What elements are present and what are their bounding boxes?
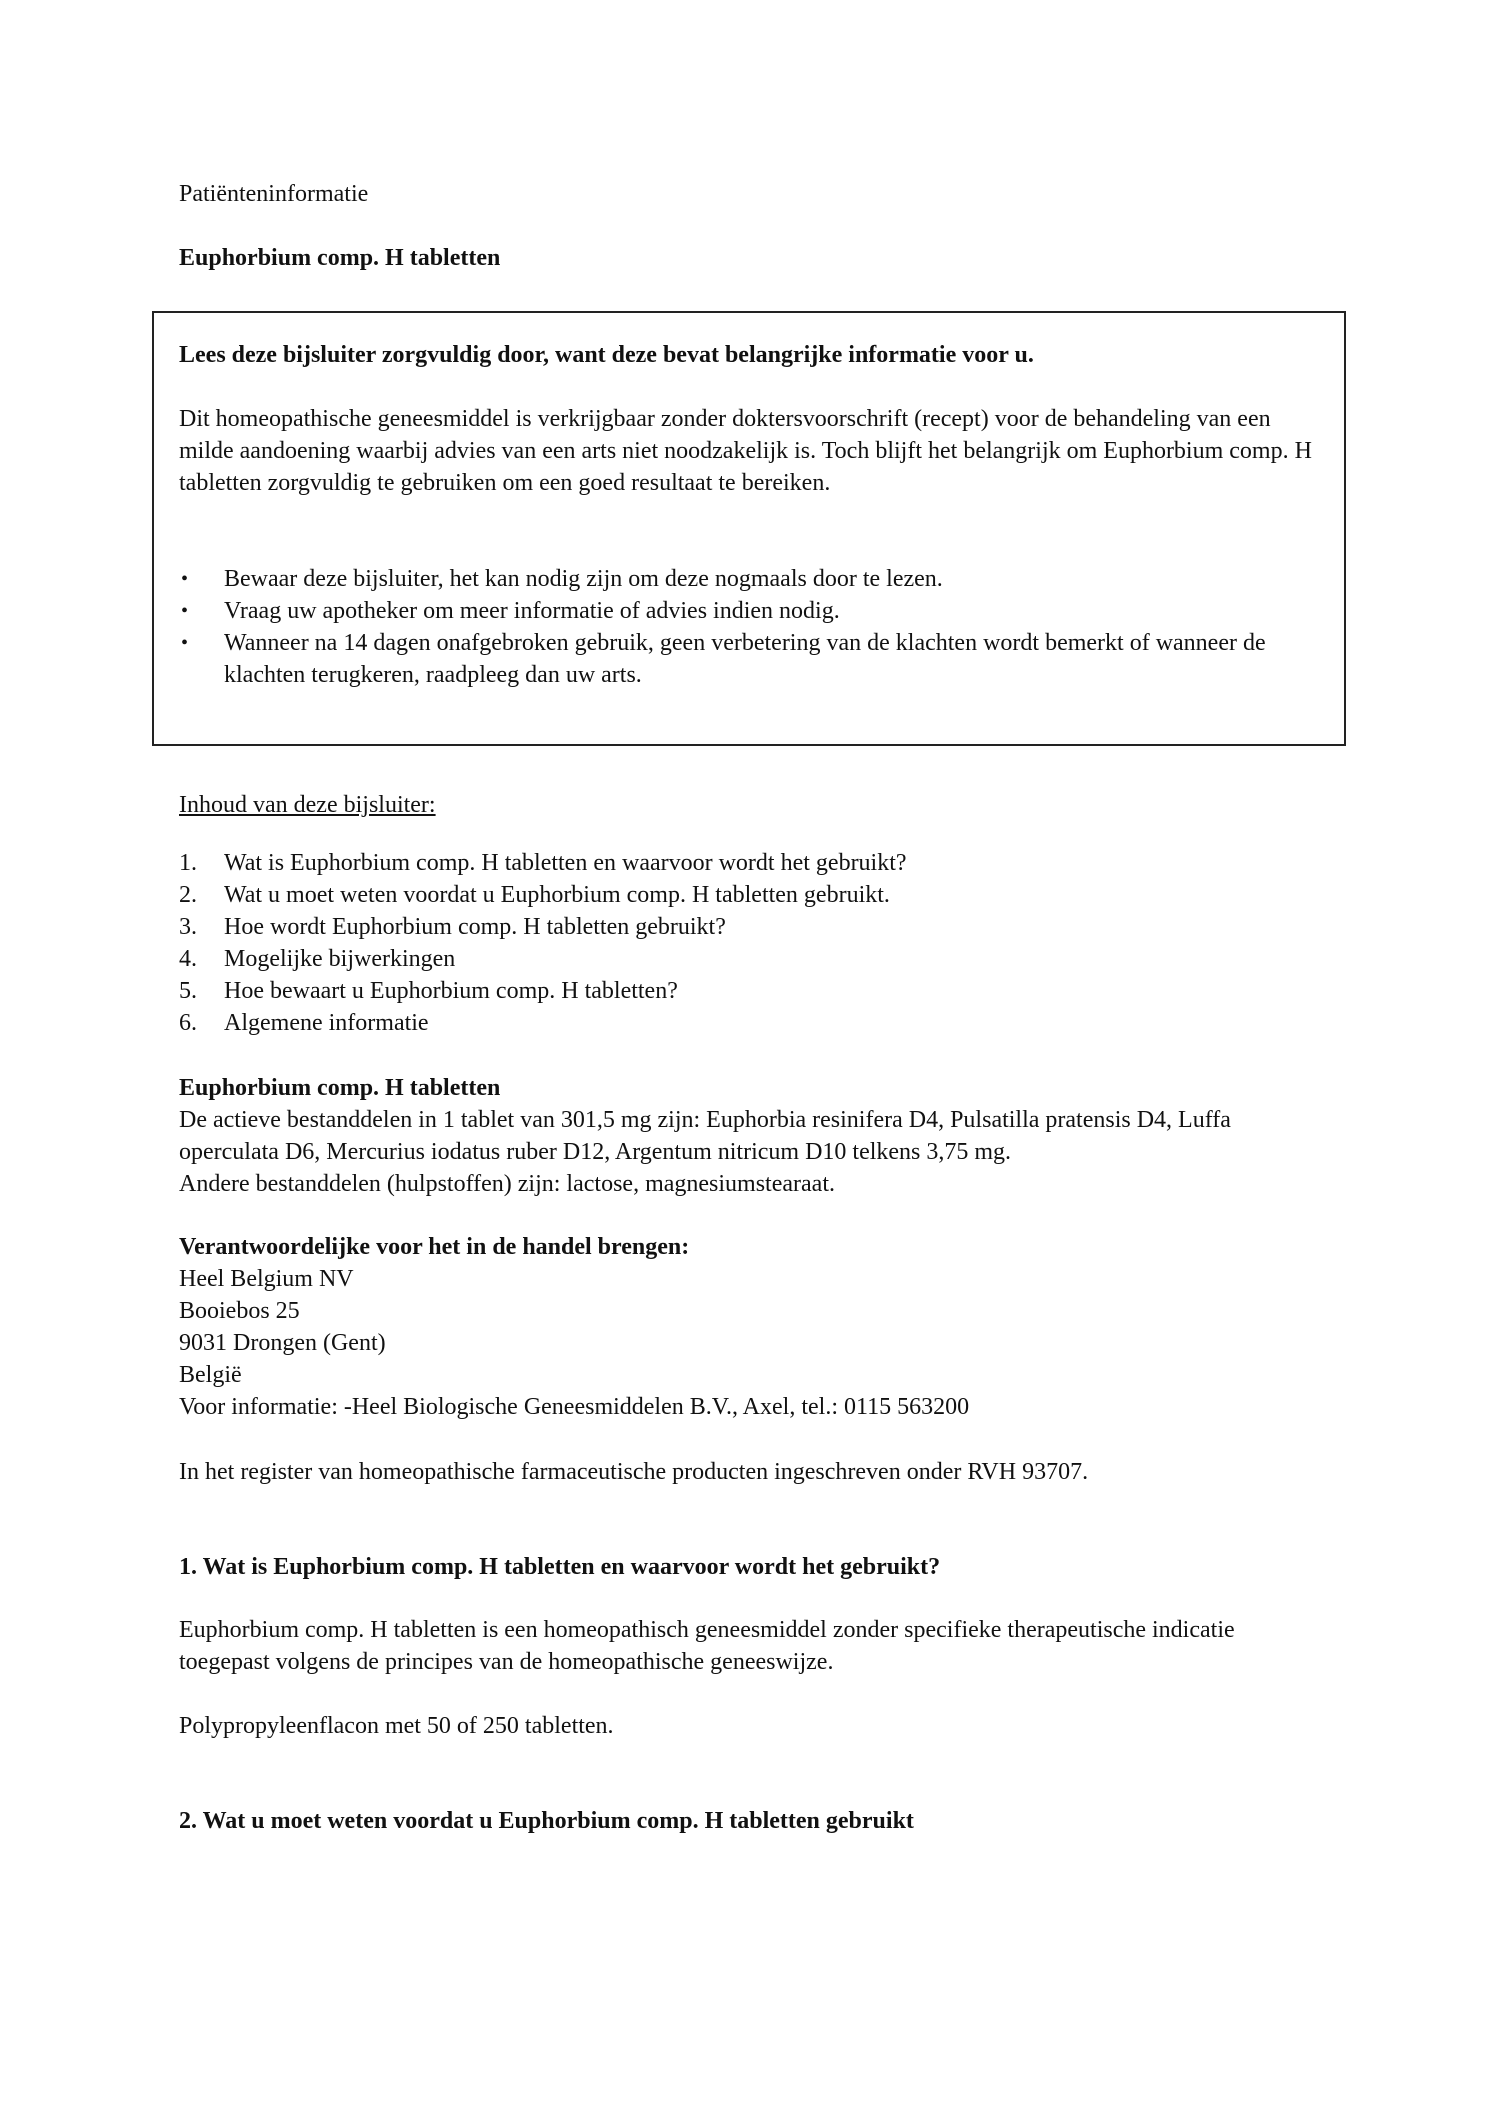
bullet-icon: • (181, 568, 189, 590)
marketing-holder-section (179, 1231, 1329, 1423)
bullet-icon: • (181, 632, 189, 654)
list-item (179, 879, 907, 911)
item-number: 6. (179, 1010, 197, 1036)
section1-heading: 1. Wat is Euphorbium comp. H tabletten en waarvoor wordt het gebruikt? (179, 1554, 941, 1580)
packaging-text: Polypropyleenflacon met 50 of 250 tabletten. (179, 1713, 614, 1739)
contents-heading: Inhoud van deze bijsluiter: (179, 792, 436, 818)
item-text: Wat is Euphorbium comp. H tabletten en waarvoor wordt het gebruikt? (224, 850, 907, 876)
excipients: Andere bestanddelen (hulpstoffen) zijn: lactose, magnesiumstearaat. (179, 1171, 835, 1197)
item-text: Algemene informatie (224, 1010, 429, 1036)
notice-intro: Dit homeopathische geneesmiddel is verkrijgbaar zonder doktersvoorschrift (recept) voor de behandeling van een milde aandoening waarbij advies van een arts niet noodzakelijk is. Toch blijft het belangrijk om Euphorbium comp. H tabletten zorgvuldig te gebruiken om een goed resultaat te bereiken. (179, 406, 1312, 496)
holder-line: Heel Belgium NV (179, 1266, 354, 1292)
item-text: Hoe bewaart u Euphorbium comp. H tabletten? (224, 978, 678, 1004)
item-number: 2. (179, 882, 197, 908)
holder-line: België (179, 1362, 242, 1388)
register-statement: In het register van homeopathische farmaceutische producten ingeschreven onder RVH 93707. (179, 1459, 1089, 1485)
active-ingredients: De actieve bestanddelen in 1 tablet van 301,5 mg zijn: Euphorbia resinifera D4, Pulsatilla pratensis D4, Luffa operculata D6, Mercurius iodatus ruber D12, Argentum nitricum D10 telkens 3,75 mg. (179, 1107, 1231, 1165)
item-number: 5. (179, 978, 197, 1004)
notice-box (152, 311, 1346, 746)
composition-title: Euphorbium comp. H tabletten (179, 1075, 501, 1101)
list-item (179, 943, 907, 975)
composition-section (179, 1072, 1329, 1200)
section1-body (179, 1614, 1329, 1678)
list-item (179, 595, 1329, 627)
holder-line: Booiebos 25 (179, 1298, 300, 1324)
holder-line: 9031 Drongen (Gent) (179, 1330, 386, 1356)
contents-list (179, 847, 907, 1039)
marketing-holder-heading: Verantwoordelijke voor het in de handel brengen: (179, 1234, 690, 1260)
item-text: Wat u moet weten voordat u Euphorbium comp. H tabletten gebruikt. (224, 882, 890, 908)
section2-heading: 2. Wat u moet weten voordat u Euphorbium comp. H tabletten gebruikt (179, 1808, 914, 1834)
list-item (179, 847, 907, 879)
leaflet-label: Patiënteninformatie (179, 181, 369, 207)
list-item (179, 627, 1329, 691)
item-number: 3. (179, 914, 197, 940)
bullet-text: Vraag uw apotheker om meer informatie of advies indien nodig. (224, 598, 840, 624)
notice-bullet-list (179, 563, 1329, 691)
list-item (179, 911, 907, 943)
notice-heading: Lees deze bijsluiter zorgvuldig door, want deze bevat belangrijke informatie voor u. (179, 342, 1034, 368)
bullet-icon: • (181, 600, 189, 622)
bullet-text: Bewaar deze bijsluiter, het kan nodig zijn om deze nogmaals door te lezen. (224, 566, 943, 592)
holder-line: Voor informatie: -Heel Biologische Geneesmiddelen B.V., Axel, tel.: 0115 563200 (179, 1394, 970, 1420)
section1-paragraph: Euphorbium comp. H tabletten is een homeopathisch geneesmiddel zonder specifieke therapeutische indicatie toegepast volgens de principes van de homeopathische geneeswijze. (179, 1617, 1235, 1675)
item-number: 1. (179, 850, 197, 876)
item-text: Hoe wordt Euphorbium comp. H tabletten gebruikt? (224, 914, 726, 940)
product-title: Euphorbium comp. H tabletten (179, 245, 501, 271)
list-item (179, 975, 907, 1007)
list-item (179, 563, 1329, 595)
list-item (179, 1007, 907, 1039)
item-text: Mogelijke bijwerkingen (224, 946, 456, 972)
item-number: 4. (179, 946, 197, 972)
bullet-text: Wanneer na 14 dagen onafgebroken gebruik, geen verbetering van de klachten wordt bemerkt of wanneer de klachten terugkeren, raadpleeg dan uw arts. (224, 630, 1266, 688)
